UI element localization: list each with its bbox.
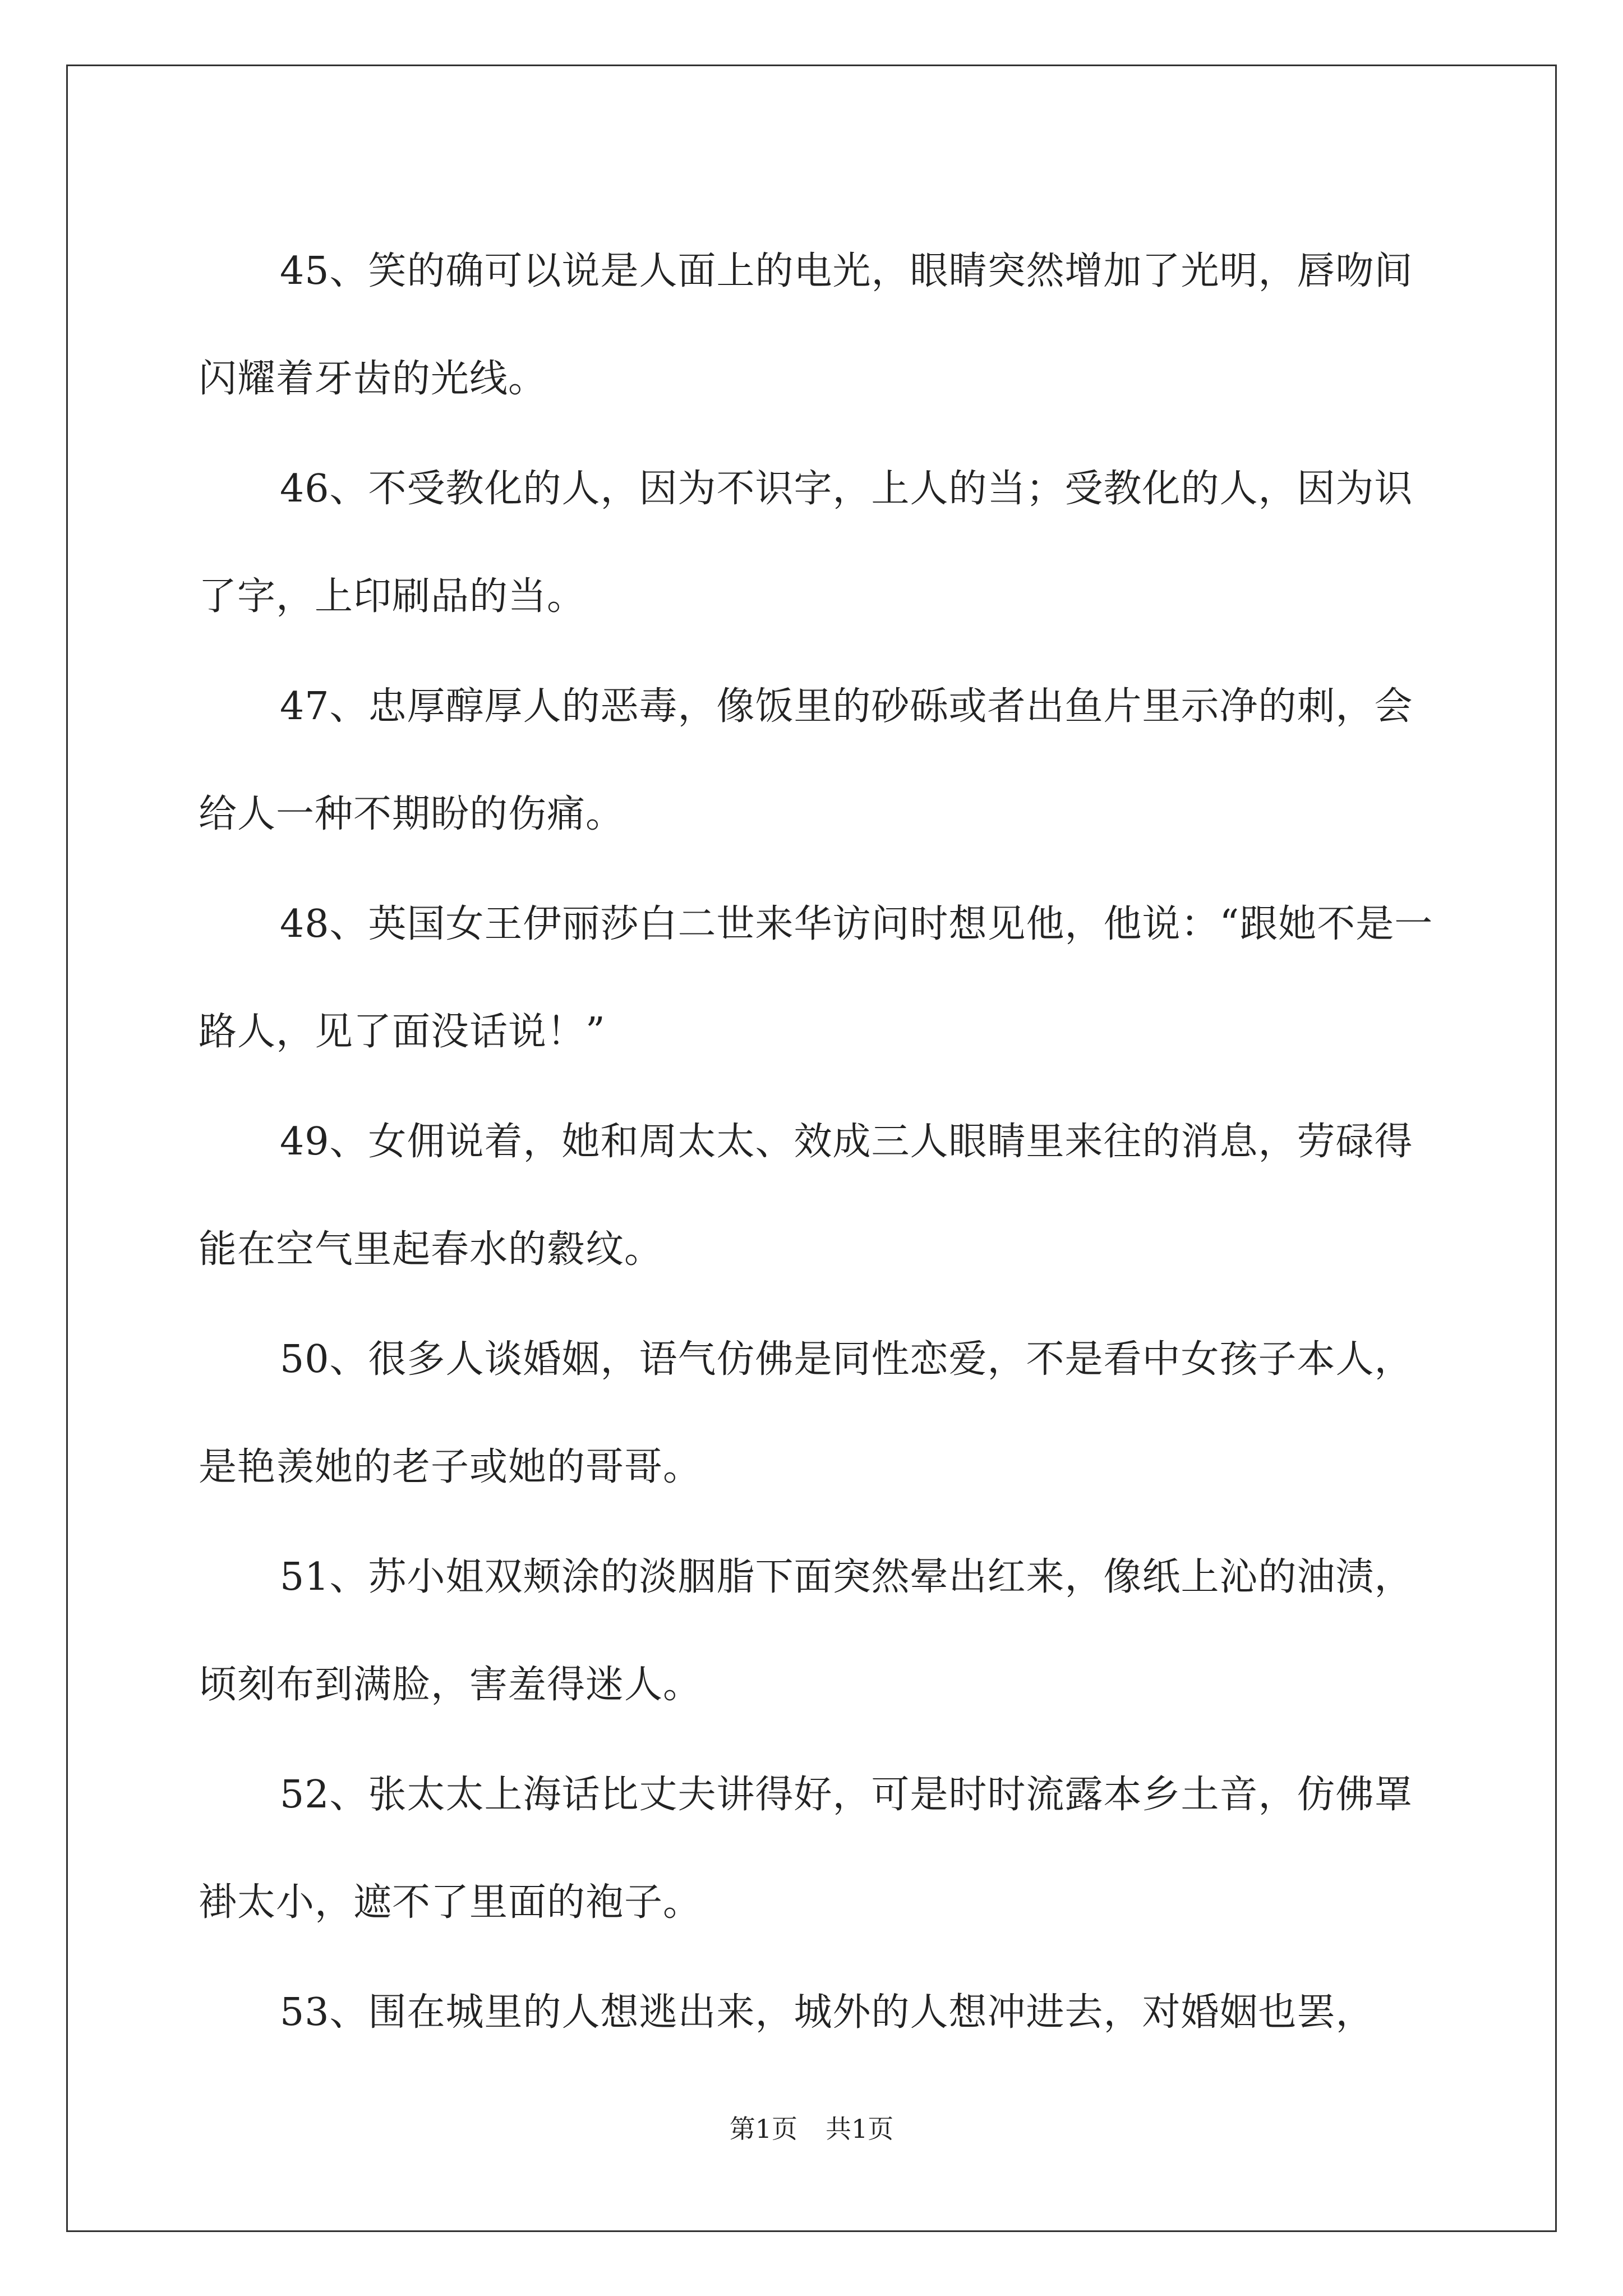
paragraph-47: 47、忠厚醇厚人的恶毒，像饭里的砂砾或者出鱼片里示净的刺，会给人一种不期盼的伤痛。 — [199, 684, 1413, 836]
paragraph-48: 48、英国女王伊丽莎白二世来华访问时想见他，他说：“跟她不是一路人，见了面没话说！” — [199, 902, 1433, 1054]
paragraph-49: 49、女佣说着，她和周太太、效成三人眼睛里来往的消息，劳碌得能在空气里起春水的縠纹。 — [199, 1120, 1413, 1272]
paragraph-51: 51、苏小姐双颊涂的淡胭脂下面突然晕出红来，像纸上沁的油渍，顷刻布到满脸，害羞得迷人。 — [199, 1555, 1413, 1707]
page-current-label: 第1页 — [729, 2114, 797, 2144]
paragraph-53: 53、围在城里的人想逃出来，城外的人想冲进去，对婚姻也罢， — [280, 1990, 1375, 2035]
page-total-label: 共1页 — [826, 2114, 894, 2144]
paragraph-52: 52、张太太上海话比丈夫讲得好，可是时时流露本乡土音，仿佛罩褂太小，遮不了里面的袍子。 — [199, 1773, 1413, 1925]
paragraph-45: 45、笑的确可以说是人面上的电光，眼睛突然增加了光明，唇吻间闪耀着牙齿的光线。 — [199, 249, 1413, 401]
document-body — [199, 218, 1438, 2069]
paragraph-50: 50、很多人谈婚姻，语气仿佛是同性恋爱，不是看中女孩子本人，是艳羡她的老子或她的哥哥。 — [199, 1337, 1413, 1489]
paragraph-46: 46、不受教化的人，因为不识字，上人的当；受教化的人，因为识了字，上印刷品的当。 — [199, 467, 1413, 619]
page-footer — [0, 2112, 1623, 2146]
